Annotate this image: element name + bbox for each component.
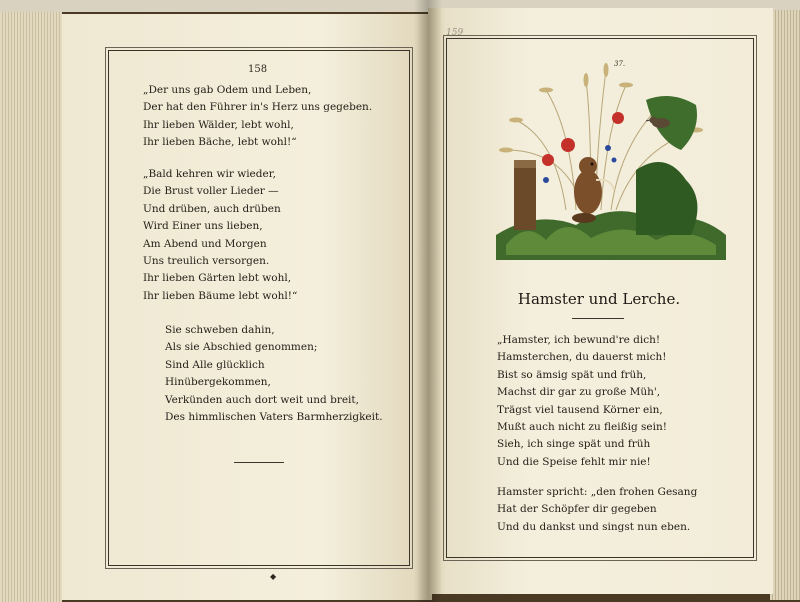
pencil-page-number: 159	[446, 28, 464, 38]
verse-line: Am Abend und Morgen	[143, 237, 267, 250]
verse-line: Ihr lieben Gärten lebt wohl,	[143, 272, 292, 285]
verse-line: Bist so ämsig spät und früh,	[497, 368, 647, 381]
verse-line: „Hamster, ich bewund're dich!	[497, 334, 661, 346]
verse-line: Ihr lieben Bäche, lebt wohl!“	[143, 136, 297, 149]
right-stanza-1	[497, 332, 667, 471]
verse-line: Verkünden auch dort weit und breit,	[165, 393, 359, 406]
verse-line: Hat der Schöpfer dir gegeben	[497, 503, 657, 516]
verse-line: „Der uns gab Odem und Leben,	[143, 84, 312, 96]
end-rule	[234, 462, 284, 463]
verse-line: Der hat den Führer in's Herz uns gegeben.	[143, 101, 373, 114]
verse-line: Ihr lieben Wälder, lebt wohl,	[143, 118, 294, 131]
right-stanza-2	[497, 484, 697, 536]
verse-line: Sie schweben dahin,	[165, 324, 275, 336]
left-stanza-3	[165, 322, 383, 426]
plate-number: 37.	[614, 60, 626, 68]
title-rule	[572, 318, 624, 319]
page-number-left: 158	[248, 64, 268, 75]
left-page-edges	[0, 12, 62, 602]
verse-line: Sieh, ich singe spät und früh	[497, 438, 651, 451]
right-page-edges	[770, 10, 800, 600]
verse-line: Als sie Abschied genommen;	[165, 341, 318, 354]
verse-line: Mußt auch nicht zu fleißig sein!	[497, 421, 667, 434]
verse-line: Hamster spricht: „den frohen Gesang	[497, 486, 698, 498]
signature-mark: ◆	[270, 572, 277, 581]
verse-line: Sind Alle glücklich	[165, 358, 265, 371]
verse-line: Und du dankst und singst nun eben.	[497, 520, 691, 533]
verse-line: Ihr lieben Bäume lebt wohl!“	[143, 289, 298, 302]
verse-line: Wird Einer uns lieben,	[143, 220, 263, 233]
verse-line: Und drüben, auch drüben	[143, 202, 281, 215]
verse-line: Hamsterchen, du dauerst mich!	[497, 351, 667, 364]
verse-line: Hinübergekommen,	[165, 376, 271, 389]
verse-line: Die Brust voller Lieder —	[143, 185, 279, 198]
hamster-lark-illustration	[496, 60, 726, 260]
left-stanza-1	[143, 82, 372, 152]
left-stanza-2	[143, 166, 297, 305]
verse-line: Trägst viel tausend Körner ein,	[497, 403, 663, 416]
verse-line: Uns treulich versorgen.	[143, 255, 270, 268]
verse-line: Und die Speise fehlt mir nie!	[497, 455, 651, 468]
verse-line: Des himmlischen Vaters Barmherzigkeit.	[165, 411, 383, 424]
verse-line: „Bald kehren wir wieder,	[143, 168, 276, 180]
poem-title: Hamster und Lerche.	[517, 290, 681, 308]
verse-line: Machst dir gar zu große Müh',	[497, 386, 661, 399]
